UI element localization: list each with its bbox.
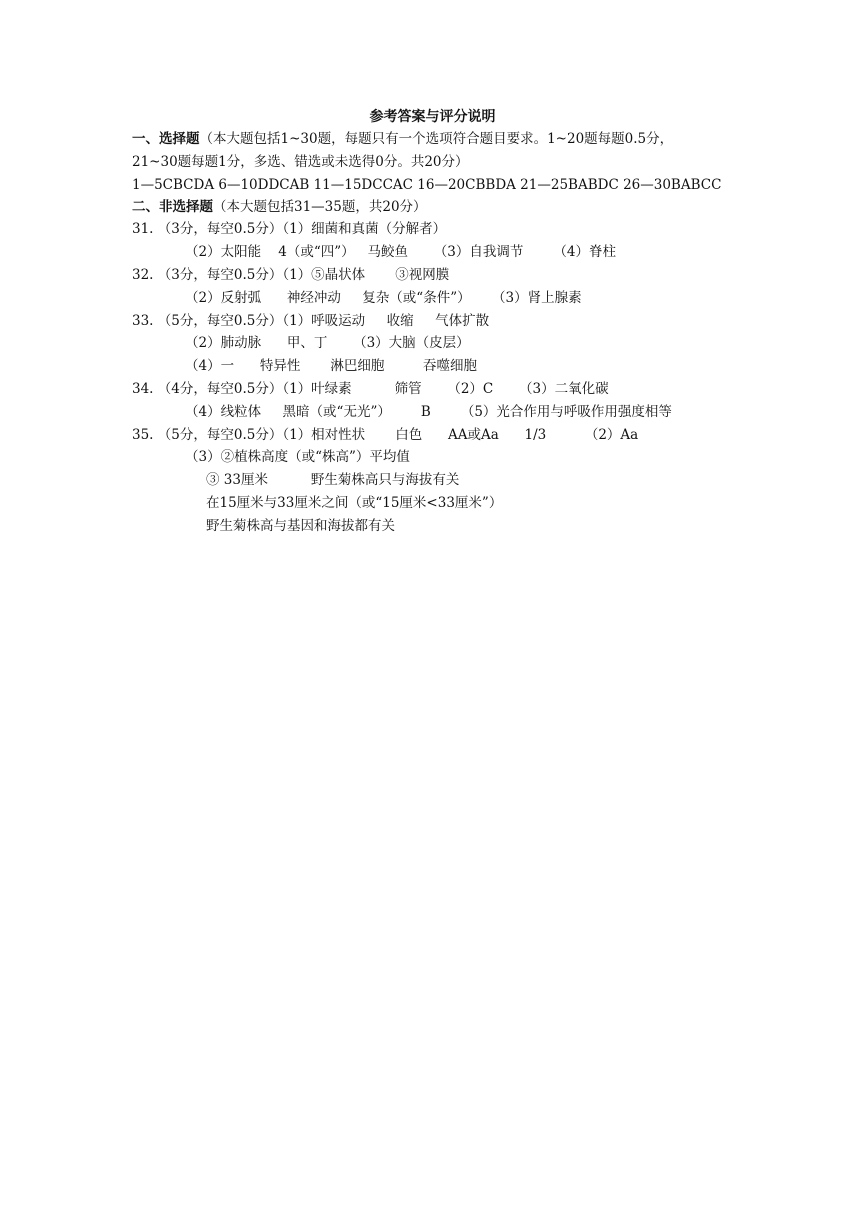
q35-line4: 在15厘米与33厘米之间（或“15厘米<33厘米”） <box>206 495 503 511</box>
q32-line2: （2）反射弧 神经冲动 复杂（或“条件”） （3）肾上腺素 <box>185 290 582 306</box>
q35-line3: ③ 33厘米 野生菊株高只与海拔有关 <box>206 472 460 488</box>
section2-heading: 二、非选择题 <box>132 199 213 215</box>
q35-line1: 35. （5分，每空0.5分）（1）相对性状 白色 AA或Aa 1/3 （2）Aa <box>132 427 639 443</box>
q33-line1: 33. （5分，每空0.5分）（1）呼吸运动 收缩 气体扩散 <box>132 313 490 329</box>
q34-line2: （4）线粒体 黑暗（或“无光”） B （5）光合作用与呼吸作用强度相等 <box>185 404 672 420</box>
q35-line2: （3）②植株高度（或“株高”）平均值 <box>185 449 410 465</box>
section1-answers: 1—5CBCDA 6—10DDCAB 11—15DCCAC 16—20CBBDA 21—25BABDC 26—30BABCC <box>132 177 722 193</box>
q34-line1: 34. （4分，每空0.5分）（1）叶绿素 筛管 （2）C （3）二氧化碳 <box>132 381 609 397</box>
section1-desc-line2: 21~30题每题1分，多选、错选或未选得0分。共20分） <box>132 154 469 170</box>
section1-desc-line1: （本大题包括1~30题，每题只有一个选项符合题目要求。1~20题每题0.5分， <box>199 131 674 147</box>
q35-line5: 野生菊株高与基因和海拔都有关 <box>206 518 395 534</box>
page-title: 参考答案与评分说明 <box>369 109 496 125</box>
q31-line1: 31. （3分，每空0.5分）（1）细菌和真菌（分解者） <box>132 221 447 237</box>
q32-line1: 32. （3分，每空0.5分）（1）⑤晶状体 ③视网膜 <box>132 267 450 283</box>
section2-line <box>132 197 427 217</box>
section1-heading: 一、选择题 <box>132 131 200 147</box>
section2-desc: （本大题包括31—35题，共20分） <box>213 199 427 215</box>
section1-line1 <box>132 129 673 149</box>
q33-line2: （2）肺动脉 甲、丁 （3）大脑（皮层） <box>185 335 470 351</box>
q33-line3: （4）一 特异性 淋巴细胞 吞噬细胞 <box>185 358 477 374</box>
q31-line2: （2）太阳能 4（或“四”） 马鲛鱼 （3）自我调节 （4）脊柱 <box>185 244 616 260</box>
